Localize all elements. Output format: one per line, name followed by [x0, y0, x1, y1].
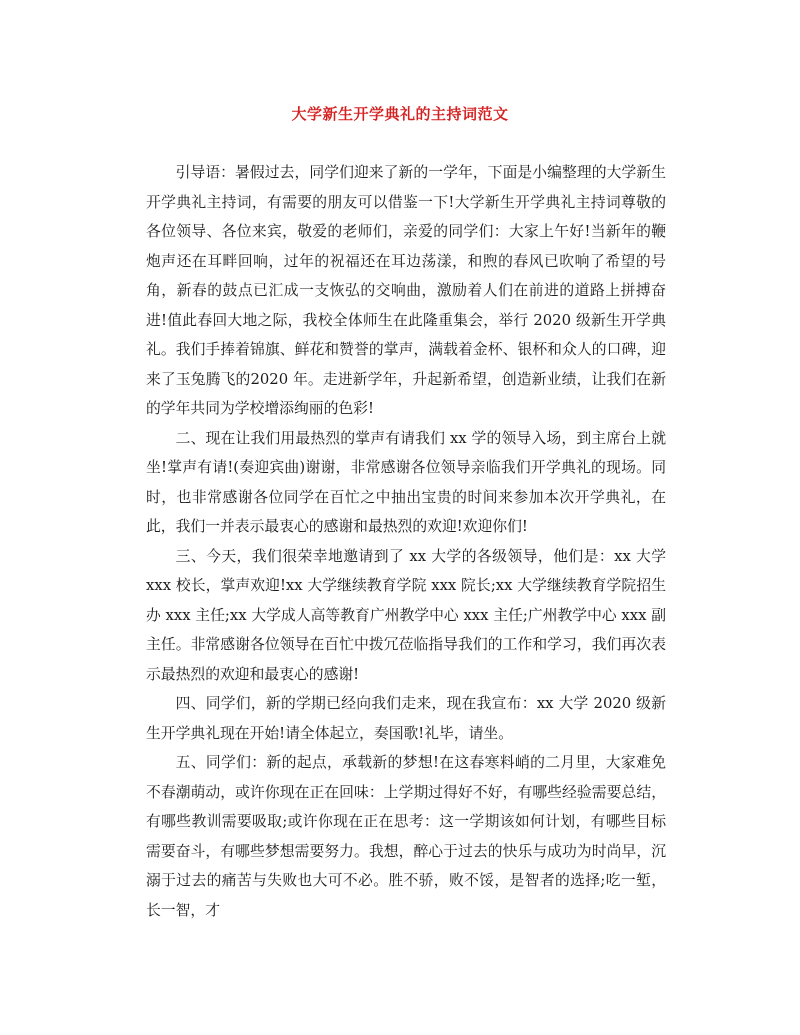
paragraph-two: 二、现在让我们用最热烈的掌声有请我们 xx 学的领导入场，到主席台上就坐!掌声有请!(奏迎宾曲)谢谢，非常感谢各位领导亲临我们开学典礼的现场。同时，也非常感谢各位同学在百忙之中抽出宝贵的时间来参加本次开学典礼，在此，我们一并表示最衷心的感谢和最热烈的欢迎!欢迎你们! [146, 429, 666, 535]
paragraph-five: 五、同学们：新的起点，承载新的梦想!在这春寒料峭的二月里，大家难免不春潮萌动，或许你现在正在回味：上学期过得好不好，有哪些经验需要总结，有哪些教训需要吸取;或许你现在正在思考：这一学期该如何计划，有哪些目标需要奋斗，有哪些梦想需要努力。我想，醉心于过去的快乐与成功为时尚早，沉溺于过去的痛苦与失败也大可不必。胜不骄，败不馁，是智者的选择;吃一堑，长一智，才 [146, 754, 666, 919]
paragraph-four: 四、同学们，新的学期已经向我们走来，现在我宣布：xx 大学 2020 级新生开学典礼现在开始!请全体起立，奏国歌!礼毕，请坐。 [146, 695, 666, 742]
document-body [146, 158, 666, 925]
paragraph-intro: 引导语：暑假过去，同学们迎来了新的一学年，下面是小编整理的大学新生开学典礼主持词，有需要的朋友可以借鉴一下!大学新生开学典礼主持词尊敬的各位领导、各位来宾，敬爱的老师们，亲爱的同学们：大家上午好!当新年的鞭炮声还在耳畔回响，过年的祝福还在耳边荡漾，和煦的春风已吹响了希望的号角，新春的鼓点已汇成一支恢弘的交响曲，激励着人们在前进的道路上拼搏奋进!值此春回大地之际，我校全体师生在此隆重集会，举行 2020 级新生开学典礼。我们手捧着锦旗、鲜花和赞誉的掌声，满载着金杯、银杯和众人的口碑，迎来了玉兔腾飞的2020 年。走进新学年，升起新希望，创造新业绩，让我们在新的学年共同为学校增添绚丽的色彩! [146, 164, 666, 417]
paragraph-three: 三、今天，我们很荣幸地邀请到了 xx 大学的各级领导，他们是：xx 大学 xxx 校长，掌声欢迎!xx 大学继续教育学院 xxx 院长;xx 大学继续教育学院招生办 xxx 主任;xx 大学成人高等教育广州教学中心 xxx 主任;广州教学中心 xxx 副主任。非常感谢各位领导在百忙中拨冗莅临指导我们的工作和学习，我们再次表示最热烈的欢迎和最衷心的感谢! [146, 547, 666, 683]
document-title: 大学新生开学典礼的主持词范文 [291, 105, 509, 123]
